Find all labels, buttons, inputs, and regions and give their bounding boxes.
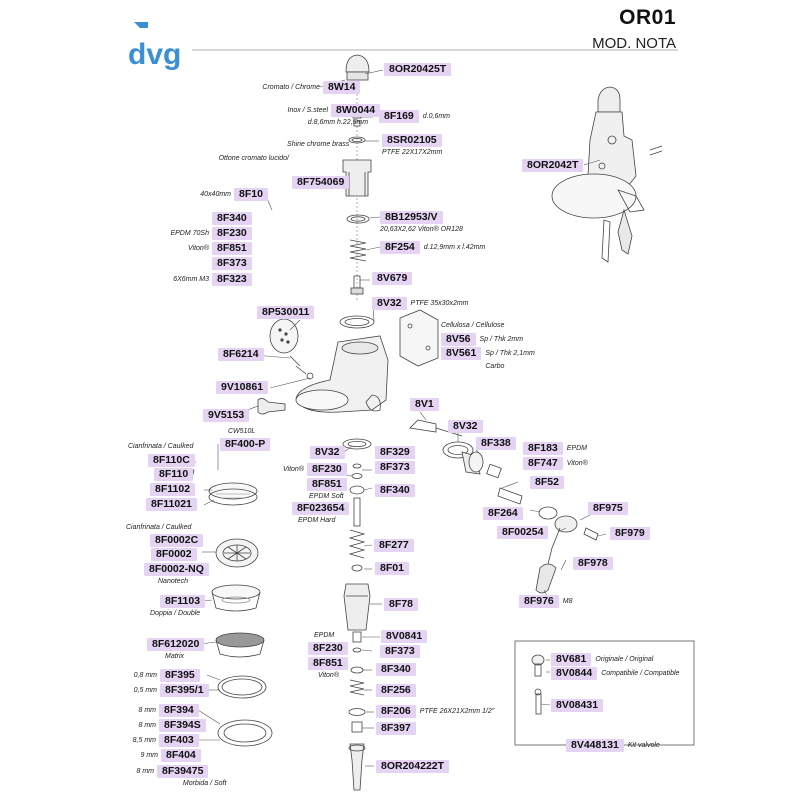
part-code-label: 8B12953/V: [380, 211, 443, 224]
part-code-label: 8F6214: [218, 348, 264, 361]
part-note: Ottone cromato lucido/: [218, 155, 289, 162]
part-code-label: 8V56: [441, 333, 476, 346]
part-note-secondary: d.8,6mm h.22,5mm: [307, 119, 369, 126]
part-note: EPDM 70Sh: [170, 230, 209, 237]
part-code-label: 8V448131: [566, 739, 624, 752]
part-note-secondary: Shine chrome brass: [287, 141, 350, 148]
part-code-label: 8V1: [410, 398, 439, 411]
part-note: 8 mm: [138, 722, 156, 729]
part-code-label: 8W0044: [331, 104, 380, 117]
part-note: EPDM: [566, 445, 588, 452]
part-code-label: 9V10861: [216, 381, 268, 394]
part-note: PTFE 22X17X2mm: [382, 149, 443, 156]
part-code-label: 8F39475: [157, 765, 208, 778]
part-code-label: 8V32: [372, 297, 407, 310]
part-code-label: 8F277: [374, 539, 414, 552]
part-code-label: 8F747: [523, 457, 563, 470]
part-code-label: 8F206: [376, 705, 416, 718]
part-code-label: 8F340: [375, 484, 415, 497]
part-code-label: 8F395: [160, 669, 200, 682]
part-code-label: 8OR2042T: [522, 159, 583, 172]
part-code-label: 8F254: [380, 241, 420, 254]
part-code-label: 8F0002-NQ: [144, 563, 209, 576]
part-code-label: 8OR20425T: [384, 63, 451, 76]
part-note: 0,5 mm: [133, 687, 157, 694]
part-note: 8 mm: [136, 768, 154, 775]
part-code-label: 8W14: [323, 81, 360, 94]
part-code-label: 8F397: [376, 722, 416, 735]
part-note: EPDM Soft: [309, 493, 344, 500]
part-note: Compatibile / Compatible: [601, 670, 680, 677]
part-code-label: 8F10: [234, 188, 268, 201]
part-note: 9 mm: [140, 752, 158, 759]
part-note: Viton®: [283, 466, 304, 473]
part-note: Viton®: [566, 460, 588, 467]
part-note: Kit valvole: [627, 742, 660, 749]
part-code-label: 8F394S: [159, 719, 206, 732]
part-note: 8,5 mm: [132, 737, 156, 744]
part-code-label: 8F78: [384, 598, 418, 611]
part-code-label: 8F110C: [148, 454, 195, 467]
part-note: Sp / Thk 2,1mm: [485, 350, 535, 357]
part-code-label: 8F256: [376, 684, 416, 697]
part-note: 8 mm: [138, 707, 156, 714]
part-code-label: 8OR204222T: [376, 760, 449, 773]
part-code-label: 8F612020: [147, 638, 204, 651]
part-note: Sp / Thk 2mm: [479, 336, 524, 343]
part-code-label: 8F373: [212, 257, 252, 270]
part-code-label: 8V08431: [551, 699, 603, 712]
part-code-label: 8V561: [441, 347, 481, 360]
part-code-label: 8F851: [212, 242, 252, 255]
brand-logo-text: dvg: [128, 38, 182, 70]
part-note: PTFE 35x30x2mm: [410, 300, 469, 307]
part-code-label: 8F264: [483, 507, 523, 520]
part-code-label: 9V5153: [203, 409, 249, 422]
part-note: 0,8 mm: [133, 672, 157, 679]
part-code-label: 8F851: [308, 657, 348, 670]
page-title: OR01: [619, 6, 676, 29]
part-code-label: 8F183: [523, 442, 563, 455]
part-note-secondary: Morbida / Soft: [182, 780, 227, 787]
part-code-label: 8F110: [154, 468, 193, 481]
part-code-label: 8F979: [610, 527, 650, 540]
part-code-label: 8F976: [519, 595, 559, 608]
part-note: Inox / S.steel: [287, 107, 328, 114]
part-code-label: 8F373: [380, 645, 420, 658]
dvg-logo-icon: [128, 20, 188, 70]
part-code-label: 8F851: [307, 478, 347, 491]
part-code-label: 8F1103: [160, 595, 205, 608]
spring-part: [350, 240, 366, 261]
part-code-label: 8F340: [212, 212, 252, 225]
part-code-label: 8F169: [379, 110, 419, 123]
part-note: Nanotech: [158, 578, 188, 585]
part-group-caption: Cellulosa / Cellulose: [441, 322, 505, 329]
assembled-group-illustration: [598, 87, 620, 112]
part-note: d.12,9mm x l.42mm: [423, 244, 486, 251]
part-code-label: 8V0844: [551, 667, 597, 680]
part-note: Viton®: [318, 672, 339, 679]
part-code-label: 8F329: [375, 446, 415, 459]
part-code-label: 8F11021: [146, 498, 197, 511]
part-code-label: 8SR02105: [382, 134, 442, 147]
part-note: Originale / Original: [595, 656, 654, 663]
brand-logo: [128, 20, 188, 75]
part-note: M8: [562, 598, 573, 605]
part-code-label: 8F400-P: [220, 438, 270, 451]
part-code-label: 8V681: [551, 653, 591, 666]
part-note: 40x40mm: [200, 191, 231, 198]
part-code-label: 8F338: [476, 437, 516, 450]
part-code-label: 8F404: [161, 749, 201, 762]
part-note-secondary: Carbo: [485, 363, 505, 370]
cap-part: [346, 55, 369, 72]
part-code-label: 8V0841: [381, 630, 427, 643]
part-code-label: 8V679: [372, 272, 412, 285]
part-code-label: 8F978: [573, 557, 613, 570]
part-code-label: 8F975: [588, 502, 628, 515]
part-note: PTFE 26X21X2mm 1/2": [419, 708, 495, 715]
part-group-caption: Cianfrinata / Caulked: [128, 443, 194, 450]
part-code-label: 8V32: [310, 446, 345, 459]
part-code-label: 8F01: [375, 562, 409, 575]
part-code-label: 8F1102: [150, 483, 195, 496]
part-group-caption: EPDM: [314, 632, 335, 639]
part-code-label: 8F00254: [497, 526, 548, 539]
part-code-label: 8F373: [375, 461, 415, 474]
part-code-label: 8F023654: [292, 502, 349, 515]
part-note: 6X6mm M3: [173, 276, 209, 283]
part-note: Doppia / Double: [150, 610, 201, 617]
part-note: EPDM Hard: [298, 517, 336, 524]
part-note: Viton®: [188, 245, 209, 252]
part-code-label: 8F395/1: [160, 684, 209, 697]
part-group-caption: CW510L: [228, 428, 256, 435]
part-code-label: 8F230: [212, 227, 252, 240]
part-code-label: 8F754069: [292, 176, 349, 189]
part-code-label: 8V32: [448, 420, 483, 433]
part-code-label: 8F230: [307, 463, 347, 476]
part-note: Matrix: [165, 653, 185, 660]
part-code-label: 8F0002: [151, 548, 197, 561]
part-group-caption: Cianfrinata / Caulked: [126, 524, 192, 531]
part-code-label: 8F52: [530, 476, 564, 489]
part-note: 20,63X2,62 Viton® OR128: [380, 226, 463, 233]
part-code-label: 8F230: [308, 642, 348, 655]
model-name: MOD. NOTA: [592, 35, 676, 52]
part-code-label: 8F340: [376, 663, 416, 676]
part-code-label: 8F0002C: [150, 534, 203, 547]
part-code-label: 8F403: [159, 734, 199, 747]
part-note: Cromato / Chrome: [262, 84, 320, 91]
part-note: d.0,6mm: [422, 113, 451, 120]
part-code-label: 8F394: [159, 704, 199, 717]
part-code-label: 8F323: [212, 273, 252, 286]
part-code-label: 8P530011: [257, 306, 314, 319]
